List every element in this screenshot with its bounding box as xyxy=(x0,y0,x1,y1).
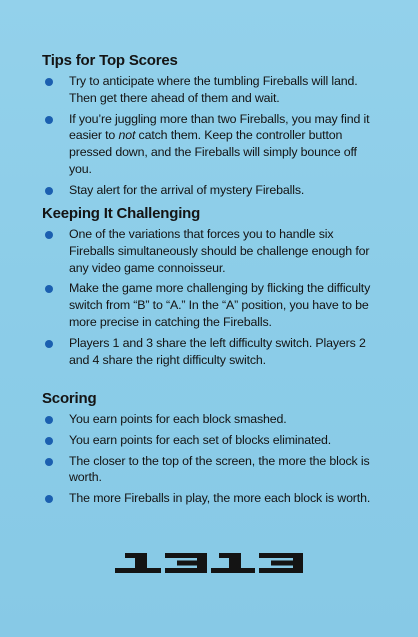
list-item xyxy=(44,182,374,199)
page-number-digit-3 xyxy=(259,553,303,573)
bullet-icon xyxy=(45,285,53,293)
section-tips-for-top-scores xyxy=(44,52,374,203)
list-item-text: Try to anticipate where the tumbling Fireballs will land. Then get there ahead of them and wait. xyxy=(69,74,358,105)
bullet-icon xyxy=(45,116,53,124)
list-item xyxy=(44,432,374,449)
list-item-text-start: If you’re juggling more than two Fireballs, you may find it easier to xyxy=(69,111,370,143)
list-item xyxy=(44,411,374,428)
page-number-digit-3 xyxy=(165,553,207,573)
list-item xyxy=(44,226,374,276)
list-item-text: You earn points for each block smashed. xyxy=(69,412,287,426)
section-heading: Scoring xyxy=(42,390,97,407)
bullet-icon xyxy=(45,458,53,466)
section-scoring xyxy=(44,390,374,511)
bullet-icon xyxy=(45,78,53,86)
section-keeping-it-challenging xyxy=(44,205,374,372)
bullet-icon xyxy=(45,495,53,503)
list-item xyxy=(44,73,374,107)
list-item xyxy=(44,453,374,487)
list-item-text: The closer to the top of the screen, the more the block is worth. xyxy=(69,453,370,485)
bullet-icon xyxy=(45,437,53,445)
section-heading: Tips for Top Scores xyxy=(42,52,178,69)
list-item-text: The more Fireballs in play, the more each block is worth. xyxy=(69,491,371,506)
bullet-icon xyxy=(45,231,53,239)
bullet-icon xyxy=(45,340,53,348)
list-item-text-end: catch them. Keep the controller button pressed down, and the Fireballs will simply bounce off you. xyxy=(69,128,357,176)
page-number-digit-1 xyxy=(115,553,161,573)
page-number xyxy=(115,549,305,577)
list-item-text: Stay alert for the arrival of mystery Fireballs. xyxy=(69,182,305,197)
list-item xyxy=(44,280,374,330)
list-item-text: One of the variations that forces you to handle six Fireballs simultaneously should be challenge enough for any video game connoisseur. xyxy=(69,227,370,275)
bullet-icon xyxy=(45,416,53,424)
emphasis-text: not xyxy=(118,128,136,143)
page-number-digit-1 xyxy=(211,553,255,573)
bullet-icon xyxy=(45,187,53,195)
section-heading: Keeping It Challenging xyxy=(42,205,201,222)
list-item-text: You earn points for each set of blocks eliminated. xyxy=(69,432,332,447)
list-item xyxy=(44,111,374,178)
list-item-text: Players 1 and 3 share the left difficulty switch. Players 2 and 4 share the right difficulty switch. xyxy=(69,335,366,367)
list-item-text: Make the game more challenging by flicking the difficulty switch from “B” to “A.” In the “A” position, you have to be more precise in catching the Fireballs. xyxy=(69,281,371,329)
list-item xyxy=(44,335,374,369)
list-item xyxy=(44,490,374,507)
